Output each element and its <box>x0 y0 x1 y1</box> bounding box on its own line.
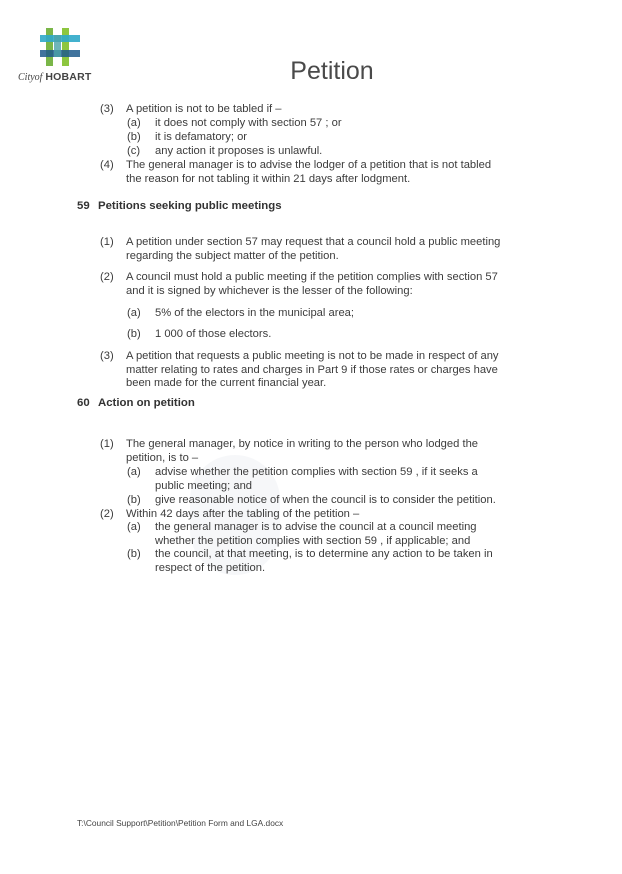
footer-file-path: T:\Council Support\Petition\Petition Form and LGA.docx <box>77 818 284 828</box>
page-title: Petition <box>290 57 374 85</box>
logo-wordmark: Cityof HOBART <box>18 71 92 83</box>
section-60-heading: 60 Action on petition <box>77 397 195 409</box>
section-59-heading: 59 Petitions seeking public meetings <box>77 200 282 212</box>
